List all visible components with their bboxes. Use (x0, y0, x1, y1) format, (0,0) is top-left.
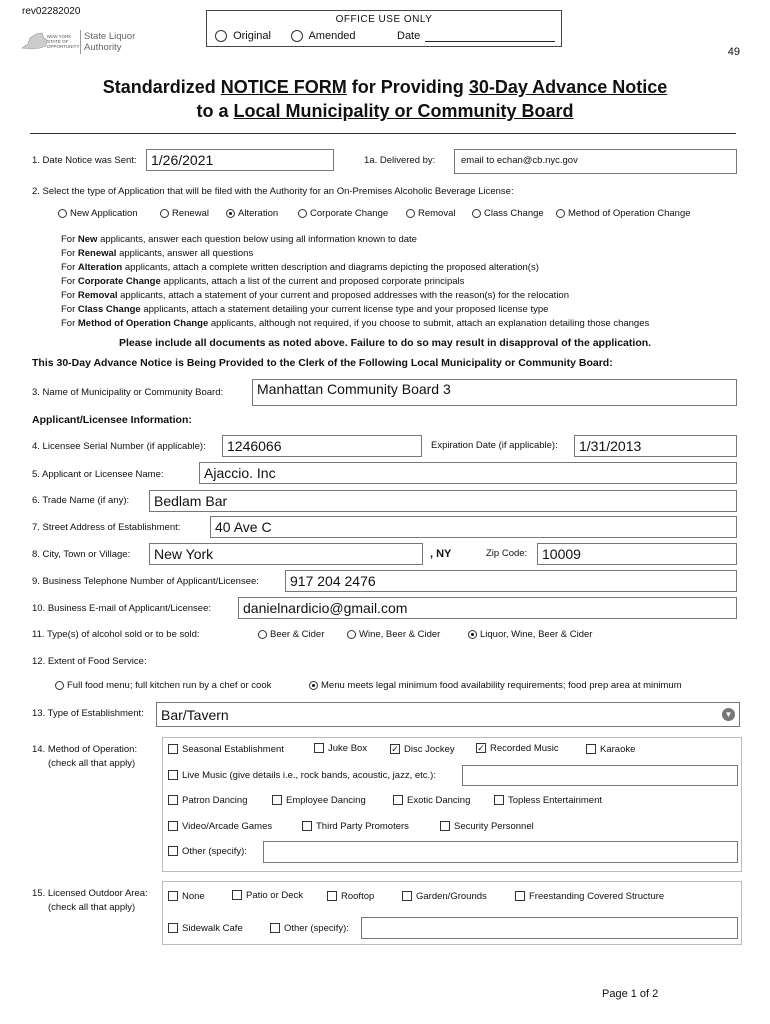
q7-address-field[interactable]: 40 Ave C (210, 516, 737, 538)
q10-label: 10. Business E-mail of Applicant/Licensee: (32, 603, 212, 614)
q14-juke-checkbox[interactable] (314, 743, 324, 753)
q11-option-liquor[interactable]: Liquor, Wine, Beer & Cider (468, 629, 592, 640)
q14-option-live-music[interactable]: Live Music (give details i.e., rock bands, acoustic, jazz, etc.): (168, 770, 436, 781)
q15-option-garden[interactable]: Garden/Grounds (402, 891, 487, 902)
q1-label: 1. Date Notice was Sent: (32, 155, 137, 166)
q11-wine-radio[interactable] (347, 630, 356, 639)
q8-zip-label: Zip Code: (486, 548, 528, 559)
office-amended-label: Amended (308, 30, 356, 42)
instruction-alteration: For Alteration applicants, attach a complete written description and diagrams depicting the proposed alteration(s) (61, 262, 539, 273)
q2-method-radio[interactable] (556, 209, 565, 218)
q11-label: 11. Type(s) of alcohol sold or to be sold: (32, 629, 200, 640)
office-date-line[interactable] (425, 41, 555, 42)
q4-expiration-field[interactable]: 1/31/2013 (574, 435, 737, 457)
q14-seasonal-checkbox[interactable] (168, 744, 178, 754)
q12-minimum-radio[interactable] (309, 681, 318, 690)
instruction-renewal: For Renewal applicants, answer all questions (61, 248, 254, 259)
office-original-option[interactable] (215, 30, 271, 42)
logo-state-text: NEW YORK STATE OF OPPORTUNITY (47, 34, 80, 49)
q13-selected-value: Bar/Tavern (161, 707, 229, 723)
q4-expiration-label: Expiration Date (if applicable): (431, 440, 558, 451)
logo-org-line1: State Liquor (84, 31, 136, 42)
q12-full-radio[interactable] (55, 681, 64, 690)
instruction-corporate: For Corporate Change applicants, attach a list of the current and proposed corporate principals (61, 276, 465, 287)
q6-trade-name-field[interactable]: Bedlam Bar (149, 490, 737, 512)
q14-option-employee-dancing[interactable]: Employee Dancing (272, 795, 366, 806)
q14-karaoke-checkbox[interactable] (586, 744, 596, 754)
q9-phone-field[interactable]: 917 204 2476 (285, 570, 737, 592)
q2-option-corporate-change[interactable]: Corporate Change (298, 208, 388, 219)
q2-option-new[interactable]: New Application (58, 208, 138, 219)
q2-option-renewal[interactable]: Renewal (160, 208, 209, 219)
page-number: 49 (727, 46, 740, 58)
instruction-class-change: For Class Change applicants, attach a statement detailing your current license type and your proposed license type (61, 304, 549, 315)
q2-removal-radio[interactable] (406, 209, 415, 218)
q15-option-patio[interactable]: Patio or Deck (232, 890, 303, 901)
q5-label: 5. Applicant or Licensee Name: (32, 469, 164, 480)
instruction-method-change: For Method of Operation Change applicants, although not required, if you choose to submit, attach an explanation detailing those changes (61, 318, 650, 329)
q2-alteration-radio[interactable] (226, 209, 235, 218)
q12-option-full-menu[interactable]: Full food menu; full kitchen run by a chef or cook (55, 680, 271, 691)
q10-email-field[interactable]: danielnardicio@gmail.com (238, 597, 737, 619)
ny-state-icon (20, 30, 50, 54)
q5-name-field[interactable]: Ajaccio. Inc (199, 462, 737, 484)
q8-zip-field[interactable]: 10009 (537, 543, 737, 565)
q2-new-radio[interactable] (58, 209, 67, 218)
q8-state: , NY (430, 548, 452, 560)
q15-freestanding-checkbox[interactable] (515, 891, 525, 901)
q1a-label: 1a. Delivered by: (364, 155, 436, 166)
q13-establishment-select[interactable] (156, 702, 740, 727)
q14-sublabel: (check all that apply) (48, 758, 136, 769)
q14-option-recorded-music[interactable]: ✓ Recorded Music (477, 743, 559, 754)
q14-disc-checkbox[interactable]: ✓ (391, 744, 399, 755)
office-amended-option[interactable] (291, 30, 356, 42)
q1-date-field[interactable]: 1/26/2021 (146, 149, 334, 171)
chevron-down-icon[interactable]: ▼ (722, 708, 735, 721)
q2-label: 2. Select the type of Application that will be filed with the Authority for an On-Premises Alcoholic Beverage License: (32, 186, 514, 197)
sla-logo (20, 30, 140, 56)
q14-option-third-party[interactable]: Third Party Promoters (302, 821, 409, 832)
q14-topless-checkbox[interactable] (494, 795, 504, 805)
logo-org-line2: Authority (84, 42, 122, 53)
q15-patio-checkbox[interactable] (232, 890, 242, 900)
q14-option-disc-jockey[interactable]: ✓ Disc Jockey (391, 744, 455, 755)
documents-notice: Please include all documents as noted above. Failure to do so may result in disapproval of the application. (118, 337, 652, 349)
q14-label: 14. Method of Operation: (32, 744, 138, 755)
q14-live-checkbox[interactable] (168, 770, 178, 780)
q15-sublabel: (check all that apply) (48, 902, 136, 913)
q15-sidewalk-checkbox[interactable] (168, 923, 178, 933)
instruction-new: For New applicants, answer each question below using all information known to date (61, 234, 417, 245)
q8-city-field[interactable]: New York (149, 543, 423, 565)
office-use-box (206, 10, 562, 47)
q13-label: 13. Type of Establishment: (32, 708, 144, 719)
q2-instructions (61, 233, 649, 331)
q14-patron-checkbox[interactable] (168, 795, 178, 805)
office-original-radio[interactable] (215, 30, 227, 42)
q15-other-field[interactable] (361, 917, 738, 939)
q8-label: 8. City, Town or Village: (32, 549, 131, 560)
q15-option-sidewalk-cafe[interactable]: Sidewalk Cafe (168, 923, 243, 934)
instruction-removal: For Removal applicants, attach a statement of your current and proposed addresses with the reason(s) for the relocation (61, 290, 570, 301)
q14-option-video-games[interactable]: Video/Arcade Games (168, 821, 272, 832)
q4-label: 4. Licensee Serial Number (if applicable): (32, 441, 206, 452)
provided-to-heading: This 30-Day Advance Notice is Being Provided to the Clerk of the Following Local Municipality or Community Board: (32, 357, 613, 369)
page-footer: Page 1 of 2 (602, 988, 659, 1000)
form-title-line1: Standardized NOTICE FORM for Providing 30-Day Advance Notice (102, 77, 668, 97)
q14-recorded-checkbox[interactable]: ✓ (477, 743, 485, 754)
q2-class-radio[interactable] (472, 209, 481, 218)
q3-municipality-field[interactable]: Manhattan Community Board 3 (252, 379, 737, 406)
form-title-line2: to a Local Municipality or Community Board (196, 101, 574, 121)
q2-option-alteration[interactable]: Alteration (226, 208, 278, 219)
q15-option-none[interactable]: None (168, 891, 205, 902)
office-amended-radio[interactable] (291, 30, 303, 42)
q12-label: 12. Extent of Food Service: (32, 656, 147, 667)
q11-liquor-radio[interactable] (468, 630, 477, 639)
q7-label: 7. Street Address of Establishment: (32, 522, 181, 533)
q15-garden-checkbox[interactable] (402, 891, 412, 901)
q14-option-karaoke[interactable]: Karaoke (586, 744, 635, 755)
q4-serial-field[interactable]: 1246066 (222, 435, 422, 457)
office-date-label: Date (397, 30, 421, 42)
q14-video-checkbox[interactable] (168, 821, 178, 831)
q15-rooftop-checkbox[interactable] (327, 891, 337, 901)
q6-label: 6. Trade Name (if any): (32, 495, 130, 506)
office-original-label: Original (233, 30, 271, 42)
q14-third-checkbox[interactable] (302, 821, 312, 831)
q12-option-minimum-menu[interactable]: Menu meets legal minimum food availability requirements; food prep area at minimum (309, 680, 682, 691)
q2-corporate-radio[interactable] (298, 209, 307, 218)
q15-other-checkbox[interactable] (270, 923, 280, 933)
q14-option-other[interactable]: Other (specify): (168, 846, 247, 857)
q14-live-details-field[interactable] (462, 765, 738, 786)
q14-option-seasonal[interactable]: Seasonal Establishment (168, 744, 284, 755)
q9-label: 9. Business Telephone Number of Applicant/Licensee: (32, 576, 259, 587)
q3-label: 3. Name of Municipality or Community Board: (32, 387, 224, 398)
applicant-heading: Applicant/Licensee Information: (32, 414, 192, 426)
q14-option-exotic-dancing[interactable]: Exotic Dancing (393, 795, 470, 806)
q15-option-rooftop[interactable]: Rooftop (327, 891, 374, 902)
q14-employee-checkbox[interactable] (272, 795, 282, 805)
q14-security-checkbox[interactable] (440, 821, 450, 831)
revision-code: rev02282020 (22, 6, 81, 17)
office-use-title: OFFICE USE ONLY (335, 14, 433, 25)
q11-option-wine[interactable]: Wine, Beer & Cider (347, 629, 440, 640)
q2-option-removal[interactable]: Removal (406, 208, 456, 219)
q14-option-patron-dancing[interactable]: Patron Dancing (168, 795, 247, 806)
q15-none-checkbox[interactable] (168, 891, 178, 901)
q2-option-method-change[interactable]: Method of Operation Change (556, 208, 691, 219)
q15-option-freestanding[interactable]: Freestanding Covered Structure (515, 891, 664, 902)
q14-exotic-checkbox[interactable] (393, 795, 403, 805)
q11-beer-radio[interactable] (258, 630, 267, 639)
q2-option-class-change[interactable]: Class Change (472, 208, 544, 219)
q14-other-field[interactable] (263, 841, 738, 863)
q1a-delivered-field[interactable]: email to echan@cb.nyc.gov (454, 149, 737, 174)
q11-option-beer[interactable]: Beer & Cider (258, 629, 324, 640)
title-divider (30, 133, 736, 134)
q14-option-security[interactable]: Security Personnel (440, 821, 534, 832)
q14-other-checkbox[interactable] (168, 846, 178, 856)
q14-option-topless[interactable]: Topless Entertainment (494, 795, 602, 806)
q14-option-juke-box[interactable]: Juke Box (314, 743, 367, 754)
q15-option-other[interactable]: Other (specify): (270, 923, 349, 934)
q2-renewal-radio[interactable] (160, 209, 169, 218)
q15-label: 15. Licensed Outdoor Area: (32, 888, 148, 899)
